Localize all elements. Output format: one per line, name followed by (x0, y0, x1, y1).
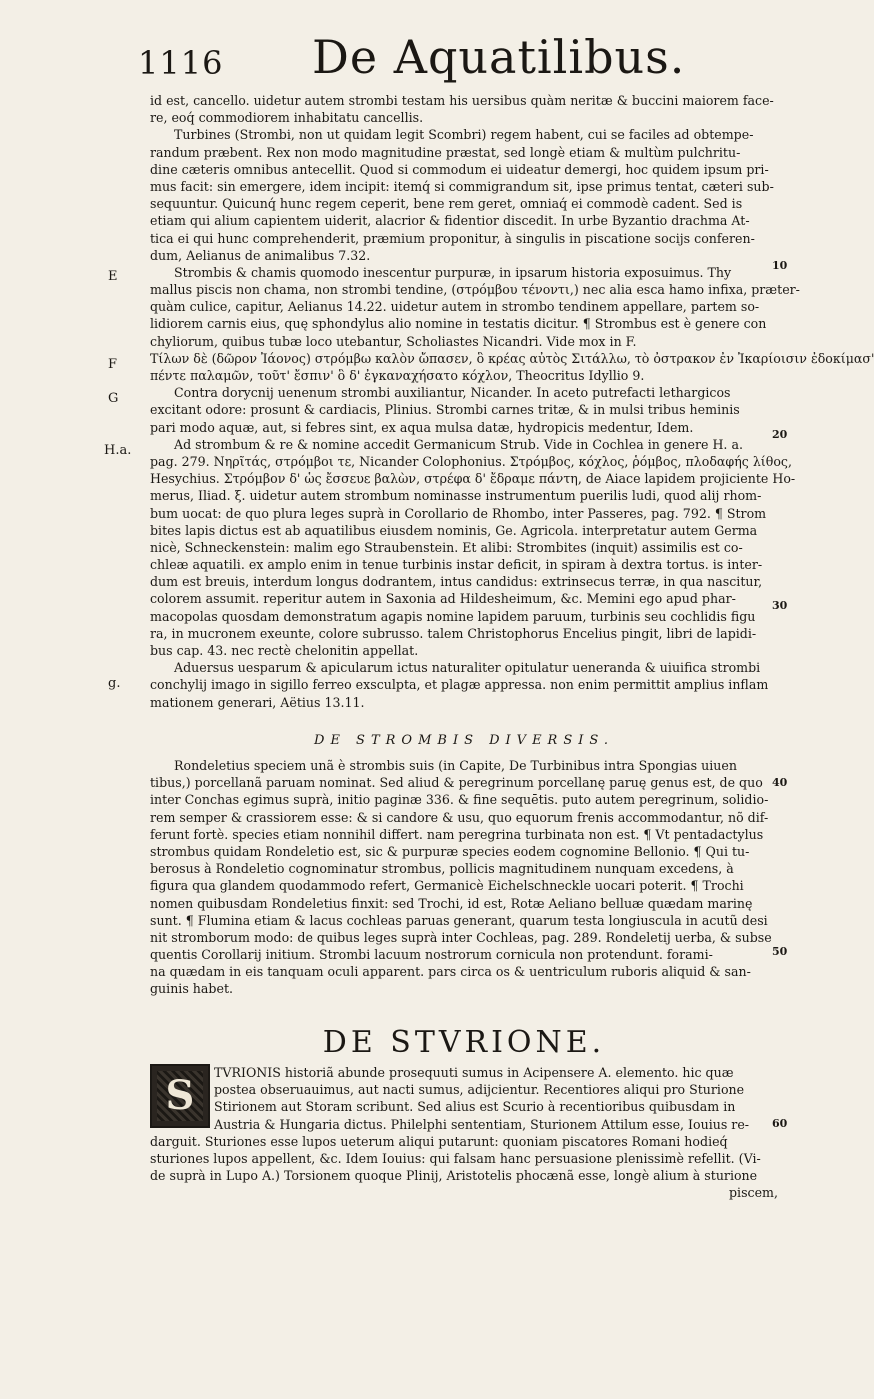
text-block-sturione (150, 1064, 778, 1202)
text-line: nicè, Schneckenstein: malim ego Straubenstein. Et alibi: Strombites (inquit) assimilis est co- (150, 539, 743, 555)
margin-line-number: 30 (772, 599, 788, 612)
text-line: πέντε παλαμῶν, τοῦτ' ἔσπιν' ὃ δ' ἐγκαναχήσατο κόχλον, Theocritus Idyllio 9. (150, 368, 645, 383)
text-line: Austria & Hungaria dictus. Philelphi sententiam, Sturionem Attilum esse, Iouius re- (214, 1116, 750, 1132)
text-line: de suprà in Lupo A.) Torsionem quoque Plinij, Aristotelis phocænã esse, longè alium à sturione (150, 1168, 758, 1184)
text-line: ra, in mucronem exeunte, colore subrusso. talem Christophorus Encelius pingit, libri de lapidi- (150, 625, 757, 641)
text-line: bites lapis dictus est ab aquatilibus eiusdem nominis, Ge. Agricola. interpretatur autem Germa (150, 522, 758, 538)
text-line: randum præbent. Rex non modo magnitudine præstat, sed longè etiam & multùm pulchritu- (150, 144, 741, 160)
text-line: strombus quidam Rondeletio est, sic & purpuræ species eodem cognomine Bellonio. ¶ Qui tu- (150, 843, 750, 859)
text-line: sunt. ¶ Flumina etiam & lacus cochleas paruas generant, quarum testa longiuscula in acutũ desi (150, 912, 768, 928)
text-line: piscem, (728, 1185, 778, 1201)
initial-letter: S (165, 1072, 195, 1119)
text-line: sequuntur. Quicunq́ hunc regem ceperit, bene rem geret, omniaq́ ei commodè cadent. Sed is (150, 196, 743, 212)
text-line: guinis habet. (150, 981, 234, 997)
text-line: nomen quibusdam Rondeletius finxit: sed Trochi, id est, Rotæ Aeliano belluæ quædam marinę (150, 895, 753, 911)
text-line: figura qua glandem quodammodo refert, Germanicè Eichelschneckle uocari poterit. ¶ Trochi (150, 878, 744, 894)
section-heading: DE STROMBIS DIVERSIS. (314, 733, 614, 748)
text-line: conchylij imago in sigillo ferreo exsculpta, et plagæ appressa. non enim permittit amplius inflam (150, 677, 769, 693)
text-line: dum est breuis, interdum longus dodrantem, intus candidus: extrinsecus terræ, in qua nascitur, (150, 574, 763, 590)
margin-line-number: 10 (772, 259, 788, 272)
page-header (138, 30, 698, 86)
text-block-strombis-diversis (150, 757, 778, 998)
text-line: Hesychius. Στρόμβον δ' ὡς ἔσσευε βαλὼν, στρέφα δ' ἔδραμε πάντη, de Aiace lapidem projiciente Ho- (150, 471, 796, 487)
page-number: 1116 (138, 44, 224, 82)
text-line: re, eoq́ commodiorem inhabitatu cancellis. (150, 110, 424, 126)
running-title: De Aquatilibus. (312, 30, 686, 84)
text-line: macopolas quosdam demonstratum agapis nomine lapidem paruum, turbinis seu cochlidis figu (150, 608, 756, 624)
text-line: darguit. Sturiones esse lupos ueterum aliqui putarunt: quoniam piscatores Romani hodieq́ (150, 1133, 728, 1149)
text-line: Τίλων δὲ (δῶρον Ἰάονος) στρόμβω καλὸν ὤπασεν, ὃ κρέας αὐτὸς Σιτάλλω, τὸ ὀστρακον ἐν Ἰκαρίοισιν ἐδοκίμασ' (150, 350, 874, 366)
text-line: id est, cancello. uidetur autem strombi testam his uersibus quàm neritæ & buccini maiorem face- (150, 93, 774, 108)
text-line: lidiorem carnis eius, quę sphondylus alio nomine in testatis dicitur. ¶ Strombus est è genere con (150, 316, 767, 332)
text-line: tibus,) porcellanã paruam nominat. Sed aliud & peregrinum porcellanę paruę genus est, de quo (150, 775, 763, 791)
text-line: berosus à Rondeletio cognominatur strombus, pollicis magnitudinem nunquam excedens, à (150, 861, 734, 877)
text-line: excitant odore: prosunt & cardiacis, Plinius. Strombi carnes tritæ, & in mulsi tribus heminis (150, 402, 740, 418)
text-line: bum uocat: de quo plura leges suprà in Corollario de Rhombo, inter Passeres, pag. 792. ¶ Strom (150, 505, 767, 521)
text-line: dum, Aelianus de animalibus 7.32. (150, 247, 371, 263)
margin-letter: H.a. (104, 443, 132, 458)
text-line: Turbines (Strombi, non ut quidam legit Scombri) regem habent, cui se faciles ad obtempe- (174, 127, 754, 143)
margin-line-number: 50 (772, 945, 788, 958)
text-line: pag. 279. Νηρῖτάς, στρόμβοι τε, Nicander Colophonius. Στρόμβος, κόχλος, ῥόμβος, πλοδαφής λίθος, (150, 453, 792, 469)
text-line: quàm culice, capitur, Aelianus 14.22. uidetur autem in strombo tendinem appellare, partem so- (150, 299, 760, 315)
text-line: mus facit: sin emergere, idem incipit: itemq́ si commigrandum sit, ipse primus tentat, cæteri sub- (150, 178, 774, 194)
text-line: rem semper & crassiorem esse: & si candore & usu, quo equorum frenis accommodantur, nõ dif- (150, 809, 769, 825)
text-line: chleæ aquatili. ex amplo enim in tenue turbinis instar deficit, in spiram à dextra tortus. is inter- (150, 557, 763, 573)
margin-letter: F (108, 357, 118, 372)
margin-line-number: 40 (772, 776, 788, 789)
text-line: pari modo aquæ, aut, si febres sint, ex aqua mulsa datæ, hydropicis medentur, Idem. (150, 419, 694, 435)
text-line: sturiones lupos appellent, &c. Idem Iouius: qui falsam hanc persuasione plenissimè refellit. (Vi- (150, 1150, 761, 1166)
text-line: nit stromborum modo: de quibus leges suprà inter Cochleas, pag. 289. Rondeletij uerba, & subse (150, 929, 772, 945)
text-line: Ad strombum & re & nomine accedit Germanicum Strub. Vide in Cochlea in genere H. a. (174, 436, 743, 452)
text-line: quentis Corollarij initium. Strombi lacuum nostrorum cornicula non protendunt. forami- (150, 947, 713, 963)
text-line: Aduersus uesparum & apicularum ictus naturaliter opitulatur ueneranda & uiuifica strombi (174, 660, 761, 676)
text-line: bus cap. 43. nec rectè chelonitin appellat. (150, 643, 419, 658)
text-line: Contra dorycnij uenenum strombi auxiliantur, Nicander. In aceto putrefacti lethargicos (174, 385, 731, 401)
margin-line-number: 20 (772, 428, 788, 441)
margin-line-number: 60 (772, 1117, 788, 1130)
text-line: colorem assumit. reperitur autem in Saxonia ad Hildesheimum, &c. Memini ego apud phar- (150, 591, 736, 607)
text-line: Stirionem aut Storam scribunt. Sed alius est Scurio à recentioribus quibusdam in (214, 1099, 736, 1115)
margin-letter: g. (108, 676, 121, 691)
margin-letter: E (108, 269, 118, 284)
text-line: tica ei qui hunc comprehenderit, præmium proponitur, à singulis in piscatione socijs conferen- (150, 230, 755, 246)
margin-letter: G (108, 391, 119, 406)
text-line: dine cæteris omnibus antecellit. Quod si commodum ei uideatur demergi, hoc quidem ipsum pri- (150, 161, 769, 177)
text-line: ferunt fortè. species etiam nonnihil differt. nam peregrina turbinata non est. ¶ Vt pentadactylus (150, 826, 764, 842)
text-line: inter Conchas egimus suprà, initio paginæ 336. & fine sequētis. puto autem peregrinum, solidio- (150, 792, 769, 808)
text-line: merus, Iliad. ξ. uidetur autem strombum nominasse instrumentum puerilis ludi, quod alij rhom- (150, 488, 762, 504)
text-line: Strombis & chamis quomodo inescentur purpuræ, in ipsarum historia exposuimus. Thy (174, 264, 732, 280)
text-line: etiam qui alium capientem uiderit, alacrior & fidentior discedit. In urbe Byzantio drachma At- (150, 213, 750, 229)
chapter-title: DE STVRIONE. (322, 1025, 606, 1060)
text-line: mationem generari, Aëtius 13.11. (150, 694, 365, 710)
text-line: mallus piscis non chama, non strombi tendine, (στρόμβου τένοντι,) nec alia esca hamo infixa, præter- (150, 282, 800, 298)
text-line: TVRIONIS historiã abunde prosequuti sumus in Acipensere A. elemento. hic quæ (214, 1065, 734, 1080)
text-line: chyliorum, quibus tubæ loco utebantur, Scholiastes Nicandri. Vide mox in F. (150, 333, 637, 349)
text-line: postea obseruauimus, aut nacti sumus, adijcientur. Recentiores aliqui pro Sturione (214, 1082, 745, 1098)
text-line: na quædam in eis tanquam oculi apparent. pars circa os & uentriculum ruboris aliquid & san- (150, 964, 751, 980)
text-line: Rondeletius speciem unã è strombis suis (in Capite, De Turbinibus intra Spongias uiuen (174, 758, 737, 773)
